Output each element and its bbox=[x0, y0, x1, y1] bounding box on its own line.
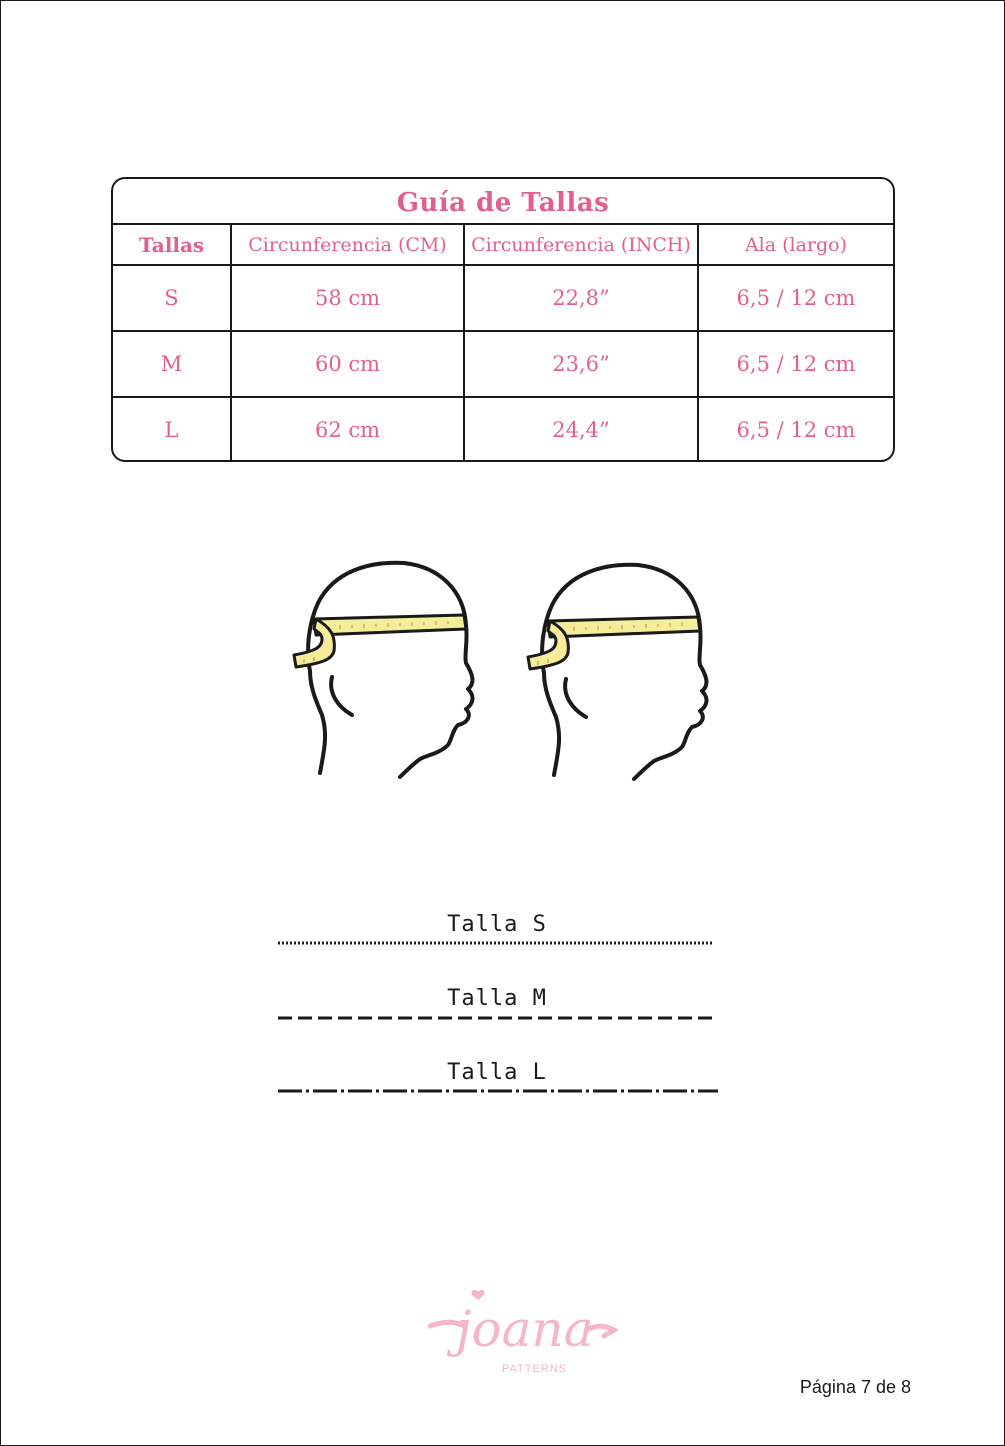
head-profile-icon bbox=[528, 565, 706, 779]
cell-circ-inch: 22,8” bbox=[465, 266, 699, 330]
legend-talla-m bbox=[276, 986, 718, 1026]
cell-circ-cm: 60 cm bbox=[232, 332, 465, 396]
cell-ala: 6,5 / 12 cm bbox=[736, 352, 856, 376]
cell-ala: 6,5 / 12 cm bbox=[736, 286, 856, 310]
cell-circ-cm: 62 cm bbox=[232, 398, 465, 462]
cell-circ-inch: 24,4” bbox=[465, 398, 699, 462]
cell-size: S bbox=[113, 266, 232, 330]
size-guide-table bbox=[111, 177, 895, 462]
head-measurement-illustration bbox=[280, 555, 720, 785]
logo-subtitle: PATTERNS bbox=[502, 1363, 568, 1375]
table-row bbox=[113, 398, 893, 462]
cell-ala: 6,5 / 12 cm bbox=[736, 418, 856, 442]
table-row bbox=[113, 332, 893, 398]
table-title: Guía de Tallas bbox=[113, 179, 893, 225]
header-ala: Ala (largo) bbox=[744, 233, 848, 256]
page-number: Página 7 de 8 bbox=[799, 1377, 911, 1397]
cell-size: L bbox=[113, 398, 232, 462]
dotted-line-s bbox=[276, 940, 718, 946]
table-row bbox=[113, 266, 893, 332]
header-circ-inch: Circunferencia (INCH) bbox=[465, 225, 699, 264]
logo-wordmark: joana bbox=[456, 1300, 594, 1358]
dashed-line-m bbox=[276, 1015, 718, 1021]
cell-circ-cm: 58 cm bbox=[232, 266, 465, 330]
legend-label-l: Talla L bbox=[447, 1060, 547, 1085]
cell-circ-inch: 23,6” bbox=[465, 332, 699, 396]
legend-talla-s bbox=[276, 912, 718, 952]
dash-dot-line-l bbox=[276, 1088, 718, 1094]
head-profile-icon bbox=[294, 563, 472, 777]
header-circ-cm: Circunferencia (CM) bbox=[232, 225, 465, 264]
legend-talla-l bbox=[276, 1060, 718, 1100]
table-header-row bbox=[113, 225, 893, 266]
legend-label-m: Talla M bbox=[447, 986, 547, 1011]
cell-size: M bbox=[113, 332, 232, 396]
header-tallas: Tallas bbox=[113, 225, 232, 264]
joana-patterns-logo bbox=[428, 1286, 618, 1378]
legend-label-s: Talla S bbox=[447, 912, 547, 937]
